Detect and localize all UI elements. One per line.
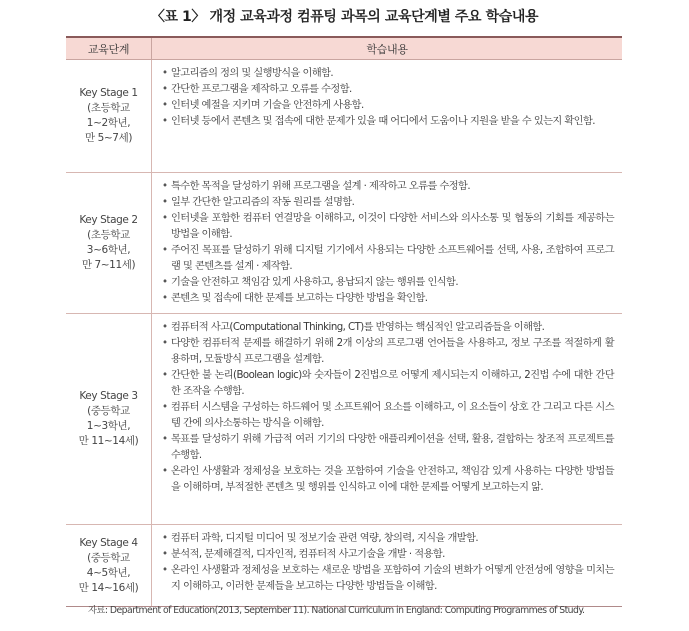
list-item: • 특수한 목적을 달성하기 위해 프로그램을 설계 · 제작하고 오류를 수정함. [162,179,614,195]
table-title: 〈표 1〉 개정 교육과정 컴퓨팅 과목의 교육단계별 주요 학습내용 [150,9,539,25]
list-item: • 인터넷 예절을 지키며 기술을 안전하게 사용함. [162,98,614,114]
stage-cell [66,173,152,313]
list-item: • 온라인 사생활과 정체성을 보호하는 것을 포함하여 기술을 안전하고, 책임감 있게 사용하는 다양한 방법들을 이해하며, 부적절한 콘텐츠 및 행위를 인식하고 이에 대한 문제를 어떻게 보고하는지 앎. [162,464,614,496]
list-item: • 알고리즘의 정의 및 실행방식을 이해함. [162,66,614,82]
list-item: • 컴퓨터 과학, 디지털 미디어 및 정보기술 관련 역량, 창의력, 지식을 개발함. [162,531,614,547]
stage-cell [66,314,152,524]
stage-grade: 4~5학년, [86,566,131,579]
list-item: • 주어진 목표를 달성하기 위해 디지털 기기에서 사용되는 다양한 소프트웨어를 선택, 사용, 조합하여 프로그램 및 콘텐츠를 설계 · 제작함. [162,243,614,275]
stage-name: Key Stage 1 [79,87,138,99]
table-row [66,314,622,525]
header-content: 학습내용 [366,42,408,56]
list-item: • 일부 간단한 알고리즘의 작동 원리를 설명함. [162,195,614,211]
stage-cell [66,525,152,606]
list-item: • 인터넷 등에서 콘텐츠 및 접속에 대한 문제가 있을 때 어디에서 도움이나 지원을 받을 수 있는지 확인함. [162,114,614,130]
list-item: • 컴퓨터 시스템을 구성하는 하드웨어 및 소프트웨어 요소를 이해하고, 이 요소들이 상호 간 그리고 다른 시스템 간에 의사소통하는 방식을 이해함. [162,400,614,432]
content-cell [152,60,622,172]
stage-name: Key Stage 2 [79,214,138,226]
stage-school: (초등학교 [87,102,130,114]
stage-cell [66,60,152,172]
header-stage: 교육단계 [66,38,152,59]
curriculum-table [66,36,622,607]
table-header [66,38,622,60]
list-item: • 간단한 불 논리(Boolean logic)와 숫자들이 2진법으로 어떻게 제시되는지 이해하고, 2진법 수에 대한 간단한 조작을 수행함. [162,368,614,400]
list-item: • 인터넷을 포함한 컴퓨터 연결망을 이해하고, 이것이 다양한 서비스와 의사소통 및 협동의 기회를 제공하는 방법을 이해함. [162,211,614,243]
content-cell [152,525,622,606]
stage-name: Key Stage 3 [79,390,138,402]
content-cell [152,314,622,524]
list-item: • 컴퓨터적 사고(Computational Thinking, CT)를 반영하는 핵심적인 알고리즘들을 이해함. [162,320,614,336]
list-item: • 다양한 컴퓨터적 문제를 해결하기 위해 2개 이상의 프로그램 언어들을 사용하고, 정보 구조를 적절하게 활용하며, 모듈방식 프로그램을 설계함. [162,336,614,368]
table-row [66,525,622,606]
stage-school: (중등학교 [87,405,130,417]
stage-school: (초등학교 [87,229,130,241]
list-item: • 기술을 안전하고 책임감 있게 사용하고, 용납되지 않는 행위를 인식함. [162,275,614,291]
stage-name: Key Stage 4 [79,536,138,549]
table-row [66,60,622,173]
list-item: • 온라인 사생활과 정체성을 보호하는 새로운 방법을 포함하여 기술의 변화가 어떻게 안전성에 영향을 미치는지 이해하고, 이러한 문제들을 보고하는 다양한 방법들을 이해함. [162,563,614,595]
stage-age: 만 7~11세) [81,259,136,271]
stage-school: (중등학교 [87,551,130,564]
list-item: • 콘텐츠 및 접속에 대한 문제를 보고하는 다양한 방법을 확인함. [162,291,614,307]
stage-age: 만 5~7세) [84,132,133,144]
stage-grade: 1~3학년, [86,420,131,432]
list-item: • 목표를 달성하기 위해 가급적 여러 기기의 다양한 애플리케이션을 선택, 활용, 결합하는 창조적 프로젝트를 수행함. [162,432,614,464]
source-note: 자료: Department of Education(2013, September 11). National Curriculum in England: Computing Programmes of Study. [88,605,585,616]
list-item: • 분석적, 문제해결적, 디자인적, 컴퓨터적 사고기술을 개발 · 적용함. [162,547,614,563]
list-item: • 간단한 프로그램을 제작하고 오류를 수정함. [162,82,614,98]
stage-age: 만 14~16세) [78,581,139,594]
stage-grade: 3~6학년, [86,244,131,256]
stage-age: 만 11~14세) [78,435,139,447]
content-cell [152,173,622,313]
table-row [66,173,622,314]
stage-grade: 1~2학년, [86,117,131,129]
